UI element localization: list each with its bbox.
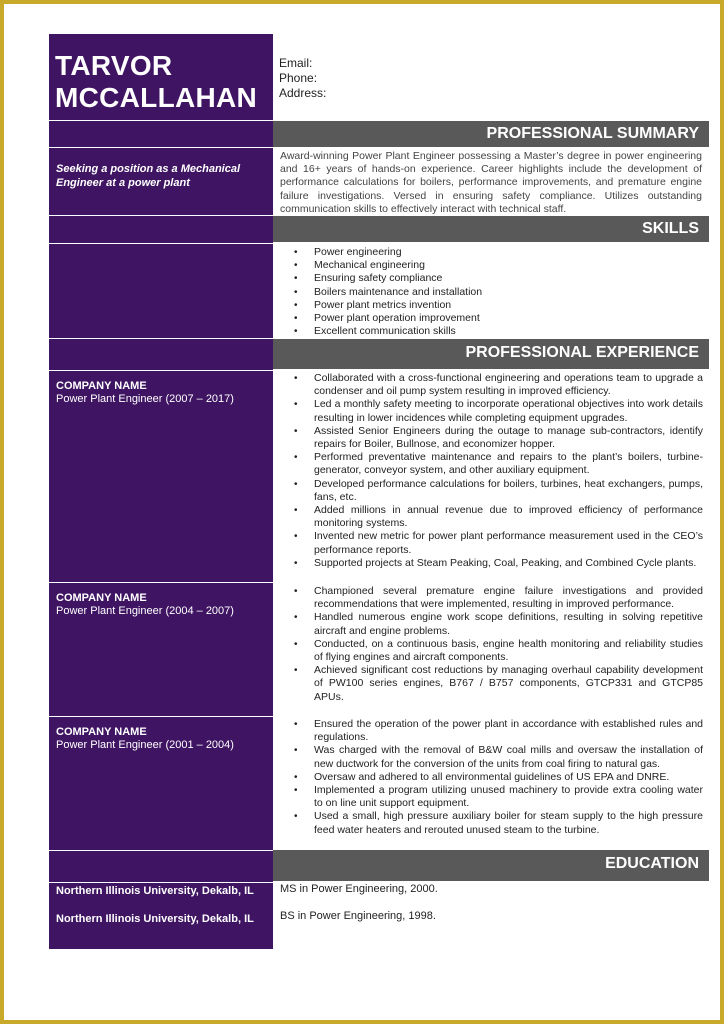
education-degree-1: MS in Power Engineering, 2000. (280, 883, 438, 895)
list-item: • Implemented a program utilizing unused machinery to provide extra cooling water to on line unit support equipment. (276, 784, 703, 810)
list-item: • Performed preventative maintenance and repairs to the plant’s boilers, turbine-generator, conveyor system, and other auxiliary equipment. (276, 451, 703, 477)
list-item: • Achieved significant cost reductions by managing overhaul capability development of PW100 series engines, B767 / B757 components, GTCP331 and GTCP85 APUs. (276, 664, 703, 704)
job-2-role: Power Plant Engineer (2004 – 2007) (56, 605, 234, 617)
objective-block (49, 147, 273, 216)
list-item: • Championed several premature engine failure investigations and provided recommendations that were implemented, resulting in improved performance. (276, 585, 703, 611)
sidebar-spacer-skills (49, 215, 273, 244)
skill-item: • Power plant metrics invention (276, 299, 696, 312)
sidebar-spacer-summary (49, 120, 273, 148)
job-3-bullets (276, 718, 703, 837)
summary-text: Award-winning Power Plant Engineer possessing a Master’s degree in power engineering and 16+ years of hands-on experience. Career highlights include the development of performance calculations for boilers, performance improvements, and premature engine failure investigations. Versed in ensuring safety compliance. Utilizes outstanding communication skills to effectively interact with technical staff. (280, 150, 702, 215)
resume-page (4, 4, 720, 1020)
list-item: • Handled numerous engine work scope definitions, resulting in solving repetitive aircraft and engine problems. (276, 611, 703, 637)
skill-item: • Mechanical engineering (276, 259, 696, 272)
list-item: • Led a monthly safety meeting to incorporate operational objectives into work details resulting in lower incidences while completing equipment upgrades. (276, 398, 703, 424)
list-item: • Supported projects at Steam Peaking, Coal, Peaking, and Combined Cycle plants. (276, 557, 703, 570)
list-item: • Used a small, high pressure auxiliary boiler for steam supply to the high pressure feed water heaters and rerouted unused steam to the turbine. (276, 810, 703, 836)
job-3-company: COMPANY NAME (56, 726, 147, 738)
skill-item: • Power engineering (276, 246, 696, 259)
sidebar-spacer-education (49, 850, 273, 883)
job-1-role: Power Plant Engineer (2007 – 2017) (56, 393, 234, 405)
contact-info (279, 56, 326, 101)
section-header-experience: PROFESSIONAL EXPERIENCE (273, 339, 709, 369)
name-last: MCCALLAHAN (55, 82, 258, 113)
objective-text: Seeking a position as a Mechanical Engineer at a power plant (56, 163, 241, 189)
name-first: TARVOR (55, 50, 173, 81)
skill-item: • Excellent communication skills (276, 325, 696, 338)
list-item: • Developed performance calculations for boilers, turbines, heat exchangers, pumps, fans, etc. (276, 478, 703, 504)
section-header-education: EDUCATION (273, 850, 709, 881)
job-2-company: COMPANY NAME (56, 592, 147, 604)
candidate-name (55, 50, 257, 114)
job-1-sidebar (49, 370, 273, 583)
email-label: Email: (279, 56, 313, 70)
list-item: • Ensured the operation of the power plant in accordance with established rules and regulations. (276, 718, 703, 744)
name-block (49, 34, 273, 120)
education-sidebar (49, 882, 273, 949)
address-label: Address: (279, 86, 327, 100)
list-item: • Assisted Senior Engineers during the outage to manage sub-contractors, identify repairs for Boiler, Bullnose, and economizer hopper. (276, 425, 703, 451)
list-item: • Invented new metric for power plant performance measurement used in the CEO’s performance reports. (276, 530, 703, 556)
phone-label: Phone: (279, 71, 318, 85)
list-item: • Oversaw and adhered to all environmental guidelines of US EPA and DNRE. (276, 771, 703, 784)
job-3-role: Power Plant Engineer (2001 – 2004) (56, 739, 234, 751)
section-header-summary: PROFESSIONAL SUMMARY (273, 121, 709, 147)
list-item: • Was charged with the removal of B&W coal mills and oversaw the installation of new ductwork for the conversion of the units from coal firing to natural gas. (276, 744, 703, 770)
section-header-skills: SKILLS (273, 216, 709, 242)
job-2-bullets (276, 585, 703, 704)
education-school-1: Northern Illinois University, Dekalb, IL (56, 885, 254, 897)
list-item: • Collaborated with a cross-functional engineering and operations team to upgrade a condenser and oil pump system resulting in improved efficiency. (276, 372, 703, 398)
job-1-company: COMPANY NAME (56, 380, 147, 392)
job-1-bullets (276, 372, 703, 570)
sidebar-spacer-experience (49, 338, 273, 371)
education-school-2: Northern Illinois University, Dekalb, IL (56, 913, 254, 925)
skill-item: • Boilers maintenance and installation (276, 286, 696, 299)
list-item: • Conducted, on a continuous basis, engine health monitoring and reliability studies of flying engines and aircraft components. (276, 638, 703, 664)
skills-list (276, 246, 696, 338)
skill-item: • Power plant operation improvement (276, 312, 696, 325)
skill-item: • Ensuring safety compliance (276, 272, 696, 285)
list-item: • Added millions in annual revenue due to improved efficiency of performance monitoring systems. (276, 504, 703, 530)
education-degree-2: BS in Power Engineering, 1998. (280, 910, 436, 922)
job-3-sidebar (49, 716, 273, 851)
job-2-sidebar (49, 582, 273, 717)
sidebar-skills (49, 243, 273, 339)
